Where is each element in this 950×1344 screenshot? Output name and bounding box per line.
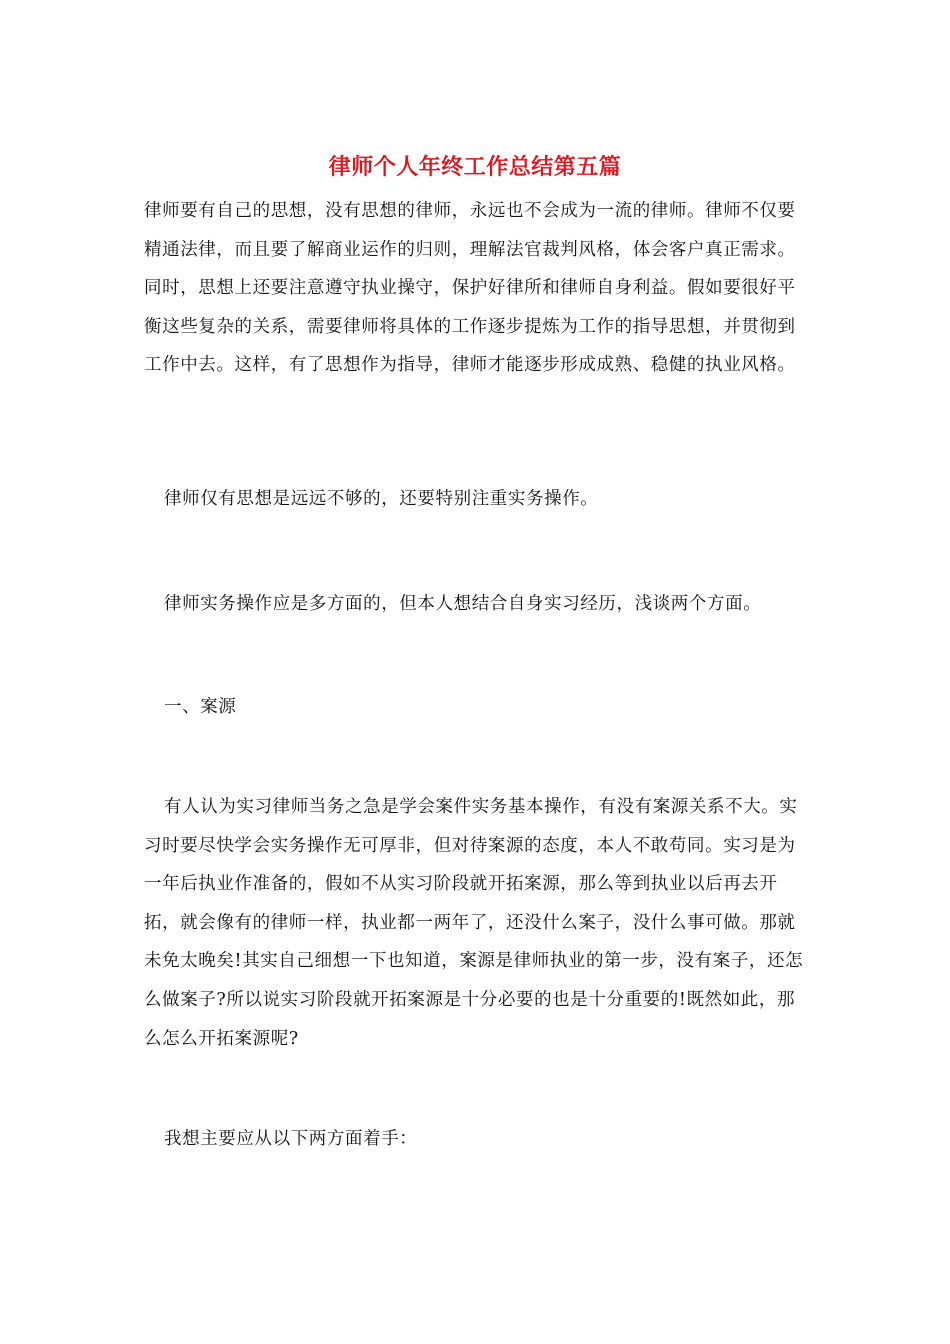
paragraph-approach: 我想主要应从以下两方面着手： [164, 1129, 418, 1149]
paragraph-aspects: 律师实务操作应是多方面的，但本人想结合自身实习经历，浅谈两个方面。 [164, 594, 762, 614]
paragraph-case-source: 有人认为实习律师当务之急是学会案件实务基本操作，有没有案源关系不大。实习时要尽快学会实务操作无可厚非，但对待案源的态度，本人不敢苟同。实习是为一年后执业作准备的，假如不从实习阶段就开拓案源，那么等到执业以后再去开拓，就会像有的律师一样，执业都一两年了，还没什么案子，没什么事可做。那就未免太晚矣!其实自己细想一下也知道，案源是律师执业的第一步，没有案子，还怎么做案子?所以说实习阶段就开拓案源是十分必要的也是十分重要的!既然如此，那么怎么开拓案源呢? [144, 797, 804, 1049]
paragraph-practice: 律师仅有思想是远远不够的，还要特别注重实务操作。 [164, 489, 599, 509]
section-heading-case-source: 一、案源 [164, 697, 237, 717]
paragraph-intro: 律师要有自己的思想，没有思想的律师，永远也不会成为一流的律师。律师不仅要精通法律，而且要了解商业运作的归则，理解法官裁判风格，体会客户真正需求。同时，思想上还要注意遵守执业操守，保护好律所和律师自身利益。假如要很好平衡这些复杂的关系，需要律师将具体的工作逐步提炼为工作的指导思想，并贯彻到工作中去。这样，有了思想作为指导，律师才能逐步形成成熟、稳健的执业风格。 [144, 201, 796, 376]
document-title: 律师个人年终工作总结第五篇 [328, 154, 622, 180]
